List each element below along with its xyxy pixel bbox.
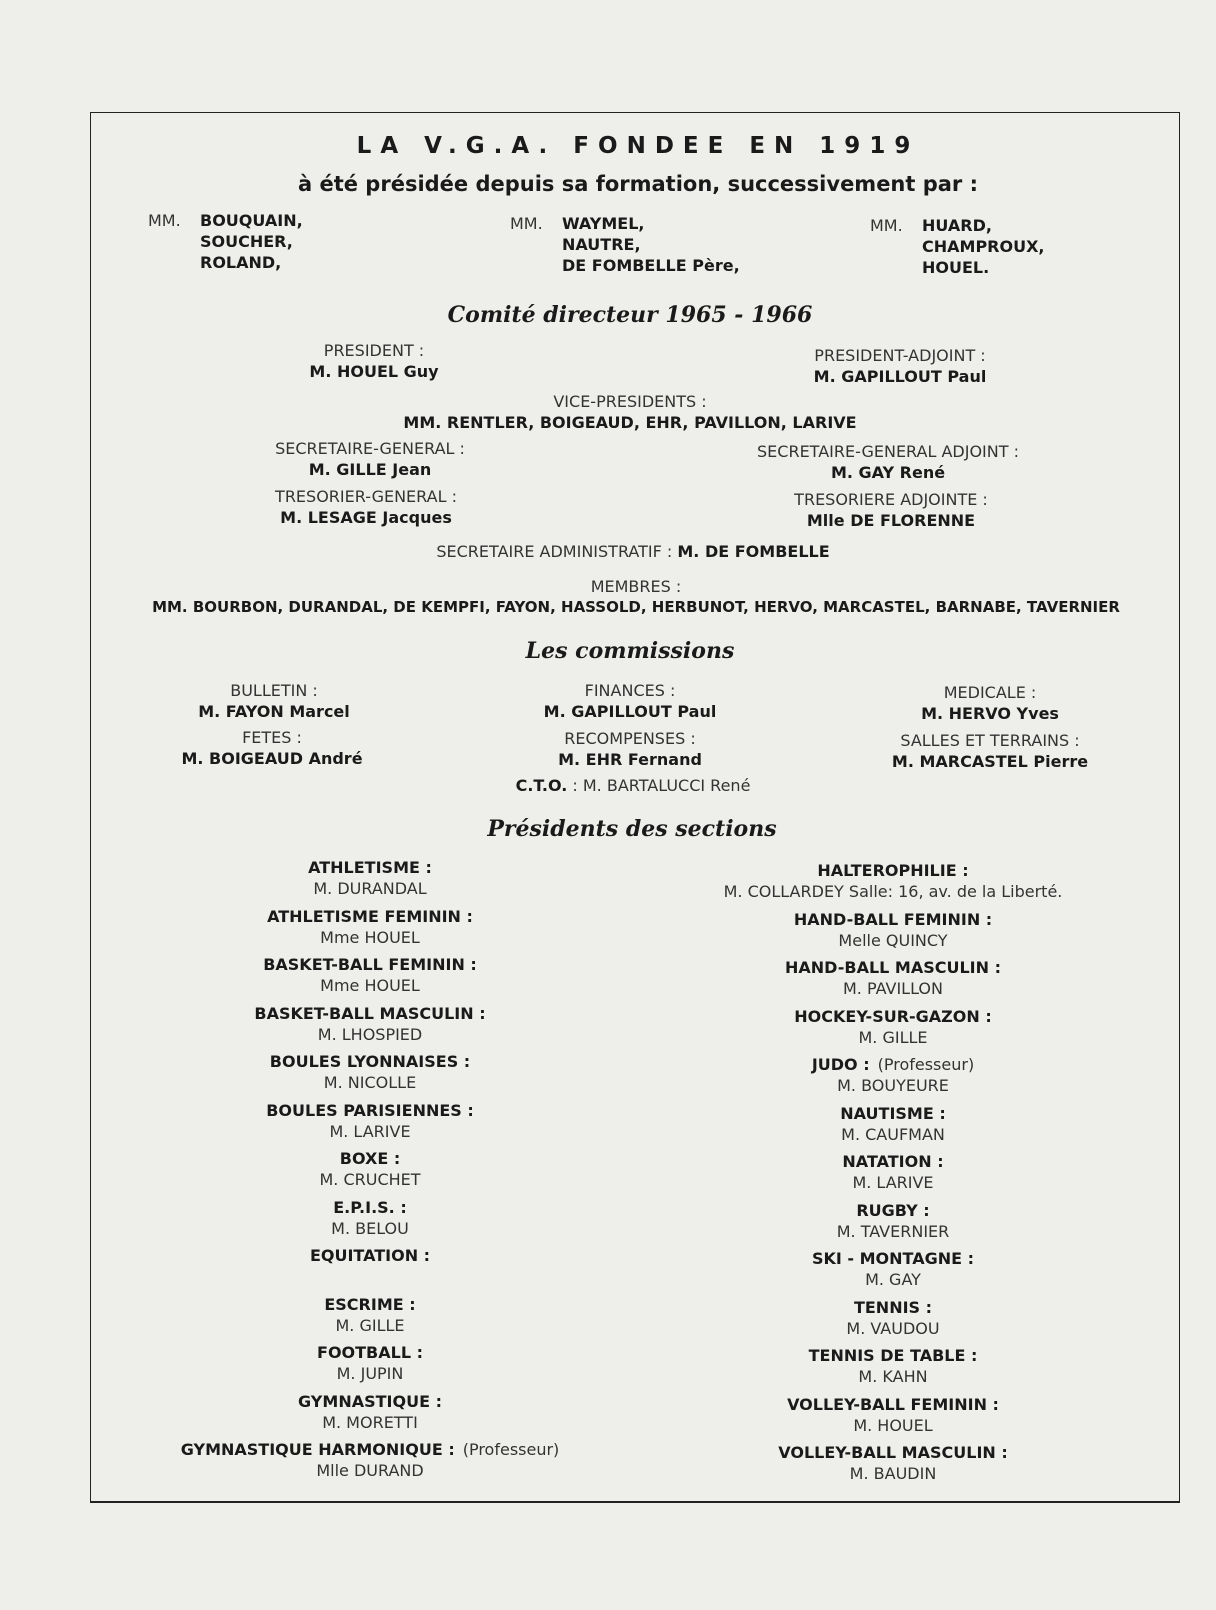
- section-sport: BOULES LYONNAISES :: [269, 1052, 471, 1071]
- section-entry: [266, 1100, 474, 1142]
- page-subtitle: à été présidée depuis sa formation, successivement par :: [297, 172, 979, 196]
- section-entry: [846, 1297, 939, 1339]
- commission-bulletin: [198, 680, 350, 722]
- history-prefix: MM.: [148, 211, 181, 230]
- role-holder: M. EHR Fernand: [558, 750, 702, 769]
- role-tresoriere-adjointe: [794, 489, 988, 531]
- section-president: M. KAHN: [858, 1367, 928, 1386]
- section-president: M. GILLE: [335, 1315, 405, 1335]
- role-label: MEMBRES :: [590, 577, 682, 596]
- history-name: HUARD,: [922, 216, 992, 235]
- role-secretaire-general: [275, 438, 465, 480]
- section-entry: [837, 1200, 950, 1242]
- section-entry: [812, 1054, 974, 1096]
- commission-medicale: [921, 682, 1059, 724]
- section-sport: GYMNASTIQUE :: [298, 1391, 442, 1411]
- section-entry: [181, 1439, 560, 1481]
- section-president: M. PAVILLON: [842, 979, 943, 998]
- section-entry: [809, 1345, 978, 1387]
- commission-cto: [516, 776, 751, 795]
- section-sport: JUDO :: [811, 1055, 870, 1074]
- role-label: SALLES ET TERRAINS :: [900, 731, 1080, 750]
- role-label: FETES :: [242, 728, 302, 747]
- role-president: [309, 340, 438, 382]
- section-president: M. BELOU: [331, 1218, 409, 1238]
- history-name: WAYMEL,: [562, 214, 645, 233]
- role-label: MEDICALE :: [943, 683, 1037, 702]
- role-holder: M. GAPILLOUT Paul: [813, 367, 987, 386]
- section-sport: FOOTBALL :: [317, 1343, 423, 1362]
- role-holder: M. LESAGE Jacques: [280, 508, 452, 527]
- role-holder: M. BOIGEAUD André: [181, 749, 363, 768]
- role-holder: M. FAYON Marcel: [198, 702, 350, 721]
- role-label: TRESORIERE ADJOINTE :: [794, 490, 988, 509]
- role-holder: M. GAPILLOUT Paul: [543, 702, 717, 721]
- role-holder: M. HOUEL Guy: [309, 362, 439, 381]
- section-entry: [298, 1391, 442, 1433]
- section-sport: TENNIS :: [853, 1297, 933, 1317]
- section-entry: [263, 954, 477, 996]
- comite-heading: Comité directeur 1965 - 1966: [447, 302, 813, 328]
- role-holder: : M. BARTALUCCI René: [572, 776, 751, 795]
- history-name: DE FOMBELLE Père,: [562, 256, 740, 275]
- commissions-heading: Les commissions: [525, 638, 735, 664]
- section-president: M. MORETTI: [322, 1412, 418, 1432]
- role-secretaire-administratif: [436, 542, 829, 561]
- section-sport: ATHLETISME FEMININ :: [267, 906, 473, 926]
- section-president: M. LARIVE: [329, 1121, 411, 1141]
- history-name: SOUCHER,: [200, 232, 293, 251]
- role-secretaire-general-adjoint: [757, 441, 1019, 483]
- history-name: HOUEL.: [922, 258, 990, 277]
- section-entry: [254, 1003, 485, 1045]
- history-group-2: [510, 213, 740, 276]
- section-entry: [812, 1248, 974, 1290]
- section-president: M. GILLE: [858, 1027, 928, 1047]
- history-name: ROLAND,: [200, 253, 282, 272]
- section-sport: TENNIS DE TABLE :: [808, 1346, 978, 1365]
- page-title: LA V.G.A. FONDEE EN 1919: [356, 133, 920, 159]
- section-entry: [724, 860, 1063, 902]
- section-president: M. CAUFMAN: [841, 1124, 945, 1144]
- role-president-adjoint: [814, 345, 987, 387]
- section-entry: [308, 857, 432, 899]
- section-president: M. COLLARDEY Salle: 16, av. de la Liberté.: [723, 882, 1063, 901]
- role-label: SECRETAIRE-GENERAL :: [275, 439, 465, 458]
- section-sport: ESCRIME :: [324, 1294, 416, 1314]
- section-sport: E.P.I.S. :: [333, 1197, 407, 1217]
- role-tresorier-general: [275, 486, 457, 528]
- section-sport: EQUITATION :: [309, 1246, 431, 1265]
- role-label: RECOMPENSES :: [564, 729, 696, 748]
- section-president: M. TAVERNIER: [836, 1221, 950, 1241]
- section-president: M. BOUYEURE: [837, 1076, 949, 1095]
- role-holder: MM. BOURBON, DURANDAL, DE KEMPFI, FAYON, HASSOLD, HERBUNOT, HERVO, MARCASTEL, BARNABE, TAVERNIER: [152, 598, 1120, 616]
- section-president: M. DURANDAL: [313, 879, 427, 898]
- section-sport: NAUTISME :: [840, 1103, 946, 1123]
- section-sport: GYMNASTIQUE HARMONIQUE :: [180, 1440, 455, 1459]
- history-group-1: [148, 210, 303, 273]
- section-sport: VOLLEY-BALL FEMININ :: [787, 1394, 999, 1414]
- role-holder: M. HERVO Yves: [921, 704, 1059, 723]
- section-entry: [310, 1245, 430, 1266]
- history-name: NAUTRE,: [562, 235, 641, 254]
- section-president: Mlle DURAND: [316, 1461, 424, 1480]
- section-entry: [324, 1294, 415, 1336]
- section-president: M. LARIVE: [852, 1173, 934, 1192]
- section-sport: BOULES PARISIENNES :: [266, 1100, 474, 1120]
- section-president: M. NICOLLE: [323, 1073, 417, 1092]
- commission-recompenses: [558, 728, 702, 770]
- section-president: M. JUPIN: [336, 1364, 404, 1383]
- section-sport: HOCKEY-SUR-GAZON :: [794, 1006, 992, 1026]
- section-sport: BOXE :: [339, 1149, 401, 1168]
- section-sport: NATATION :: [842, 1152, 944, 1171]
- section-entry: [785, 957, 1001, 999]
- section-sport: ATHLETISME :: [308, 858, 432, 877]
- section-president: M. LHOSPIED: [317, 1024, 423, 1044]
- section-president: Mme HOUEL: [320, 976, 420, 995]
- section-note: (Professeur): [877, 1055, 975, 1074]
- role-vice-presidents: [403, 391, 856, 433]
- section-entry: [331, 1197, 409, 1239]
- section-sport: HAND-BALL MASCULIN :: [785, 958, 1001, 977]
- section-sport: VOLLEY-BALL MASCULIN :: [778, 1443, 1008, 1462]
- role-holder: M. DE FOMBELLE: [677, 542, 830, 561]
- role-label: PRESIDENT-ADJOINT :: [814, 346, 986, 365]
- section-president: Mme HOUEL: [320, 927, 420, 947]
- section-sport: HAND-BALL FEMININ :: [793, 909, 993, 929]
- role-holder: Mlle DE FLORENNE: [806, 511, 976, 530]
- section-sport: SKI - MONTAGNE :: [811, 1249, 975, 1268]
- history-group-3: [870, 215, 1045, 278]
- role-label: FINANCES :: [584, 681, 676, 700]
- role-label: BULLETIN :: [230, 681, 318, 700]
- section-entry: [319, 1148, 420, 1190]
- sections-heading: Présidents des sections: [487, 816, 777, 842]
- section-president: M. CRUCHET: [319, 1170, 421, 1189]
- section-sport: BASKET-BALL MASCULIN :: [254, 1003, 486, 1023]
- role-label: SECRETAIRE ADMINISTRATIF :: [436, 542, 673, 561]
- section-entry: [794, 909, 992, 951]
- section-president: M. GAY: [865, 1270, 921, 1289]
- commission-finances: [544, 680, 717, 722]
- role-label: SECRETAIRE-GENERAL ADJOINT :: [757, 442, 1019, 461]
- history-name: CHAMPROUX,: [922, 237, 1045, 256]
- section-entry: [270, 1051, 470, 1093]
- history-prefix: MM.: [510, 214, 543, 233]
- role-holder: M. MARCASTEL Pierre: [891, 752, 1089, 771]
- section-president: M. HOUEL: [853, 1415, 933, 1435]
- role-holder: MM. RENTLER, BOIGEAUD, EHR, PAVILLON, LARIVE: [403, 413, 857, 432]
- section-sport: BASKET-BALL FEMININ :: [263, 955, 477, 974]
- role-holder: M. GILLE Jean: [308, 460, 432, 479]
- role-membres: [152, 576, 1120, 618]
- history-prefix: MM.: [870, 216, 903, 235]
- section-entry: [794, 1006, 992, 1048]
- role-label: C.T.O.: [515, 776, 568, 795]
- commission-salles-terrains: [892, 730, 1088, 772]
- section-note: (Professeur): [462, 1440, 560, 1459]
- section-entry: [787, 1394, 999, 1436]
- section-entry: [317, 1342, 423, 1384]
- role-label: PRESIDENT :: [323, 341, 425, 360]
- section-entry: [840, 1103, 945, 1145]
- section-sport: HALTEROPHILIE :: [817, 861, 969, 880]
- role-holder: M. GAY René: [830, 463, 946, 482]
- section-sport: RUGBY :: [856, 1200, 930, 1220]
- section-president: Melle QUINCY: [838, 930, 948, 950]
- section-entry: [778, 1442, 1008, 1484]
- section-president: M. VAUDOU: [846, 1318, 940, 1338]
- section-entry: [267, 906, 473, 948]
- section-president: M. BAUDIN: [849, 1464, 937, 1483]
- commission-fetes: [181, 727, 362, 769]
- role-label: VICE-PRESIDENTS :: [553, 392, 707, 411]
- history-name: BOUQUAIN,: [200, 211, 303, 230]
- role-label: TRESORIER-GENERAL :: [275, 487, 457, 506]
- section-entry: [842, 1151, 943, 1193]
